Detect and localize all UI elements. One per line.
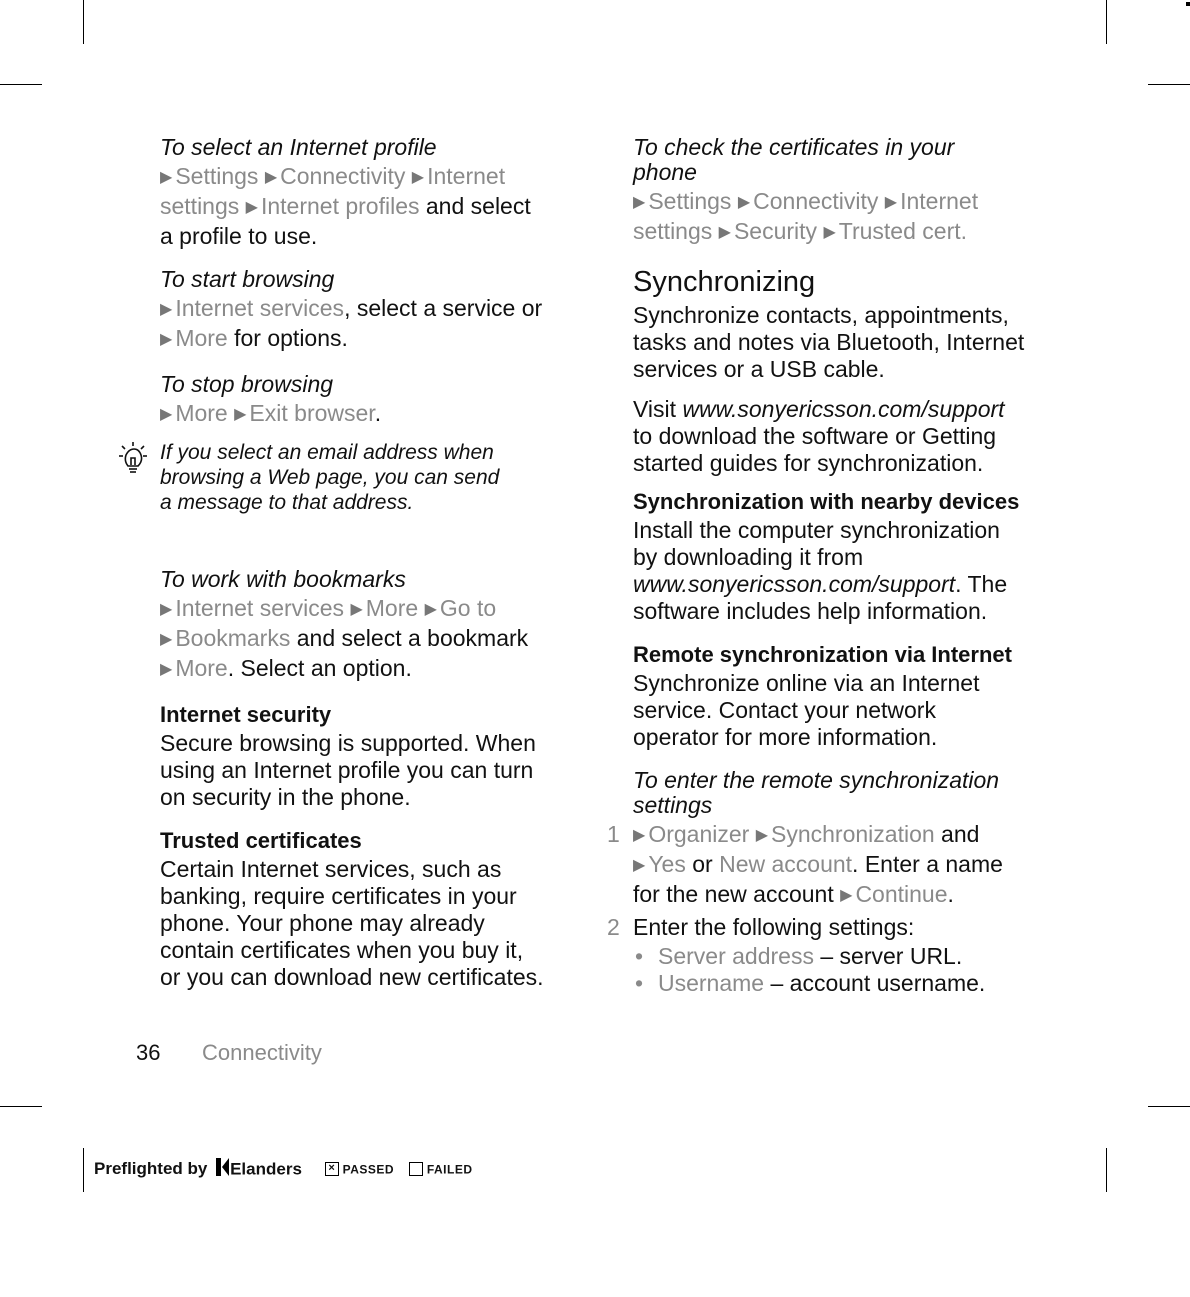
menu-settings: Settings <box>648 188 732 214</box>
body-line: tasks and notes via Bluetooth, Internet <box>633 329 1025 355</box>
right-column <box>607 134 1053 1014</box>
arrow-right-icon: ▶ <box>160 406 173 423</box>
menu-more: More <box>365 595 419 621</box>
body-text: – server URL. <box>813 943 963 969</box>
arrow-right-icon: ▶ <box>633 857 646 874</box>
body-line: software includes help information. <box>633 598 988 624</box>
menu-bookmarks: Bookmarks <box>175 625 291 651</box>
elanders-brand: Elanders <box>230 1159 302 1179</box>
menu-internet-services: Internet services <box>175 595 345 621</box>
setting-label: Server address <box>658 943 814 969</box>
nearby-section <box>633 489 1053 625</box>
section-name: Connectivity <box>202 1040 322 1065</box>
start-browsing-line1 <box>160 295 580 325</box>
arrow-right-icon: ▶ <box>245 199 258 216</box>
left-column <box>160 135 580 1008</box>
trusted-section <box>160 828 580 991</box>
bullet-username <box>633 970 1053 997</box>
body-line: Synchronize online via an Internet <box>633 670 980 696</box>
preflight-stamp <box>94 1158 473 1180</box>
body-line: contain certificates when you buy it, <box>160 937 524 963</box>
arrow-right-icon: ▶ <box>160 601 173 618</box>
tip-text <box>160 440 580 515</box>
failed-indicator <box>409 1159 473 1178</box>
body-line: using an Internet profile you can turn <box>160 757 534 783</box>
body-text: Visit <box>633 396 683 422</box>
crop-mark <box>0 1106 42 1107</box>
menu-more: More <box>175 400 228 426</box>
menu-organizer: Organizer <box>648 821 750 847</box>
crop-mark <box>1148 1106 1190 1107</box>
menu-more: More <box>175 655 228 681</box>
arrow-right-icon: ▶ <box>755 827 768 844</box>
body-line: started guides for synchronization. <box>633 450 984 476</box>
bookmarks-line1 <box>160 595 580 625</box>
body-line: banking, require certificates in your <box>160 883 517 909</box>
arrow-right-icon: ▶ <box>160 169 173 186</box>
body-text: for the new account <box>633 881 841 907</box>
body-line: service. Contact your network <box>633 697 936 723</box>
body-text: . Enter a name <box>852 851 1003 877</box>
body-line: Secure browsing is supported. When <box>160 730 536 756</box>
page-number: 36 <box>136 1040 161 1065</box>
support-url[interactable]: www.sonyericsson.com/support <box>682 396 1005 422</box>
body-text: – account username. <box>764 970 986 996</box>
menu-continue: Continue <box>855 881 948 907</box>
body-text: . The <box>955 571 1008 597</box>
bullet-dot: • <box>635 970 644 996</box>
sync-heading: Synchronizing <box>633 266 816 298</box>
remote-settings-heading: To enter the remote synchronization <box>633 767 1000 793</box>
arrow-right-icon: ▶ <box>160 301 173 318</box>
menu-internet: Internet <box>427 163 506 189</box>
crop-mark <box>1106 0 1107 44</box>
check-certs-line2 <box>633 218 1053 248</box>
arrow-right-icon: ▶ <box>633 194 646 211</box>
body-text: . <box>947 881 954 907</box>
menu-internet: Internet <box>900 188 979 214</box>
arrow-right-icon: ▶ <box>718 224 731 241</box>
bookmarks-line2 <box>160 625 580 655</box>
remote-settings-heading-2: settings <box>633 792 713 818</box>
arrow-right-icon: ▶ <box>823 224 836 241</box>
bullet-server-address <box>633 943 1053 970</box>
body-line: Synchronize contacts, appointments, <box>633 302 1009 328</box>
stop-browsing-line1 <box>160 400 580 430</box>
bookmarks-heading: To work with bookmarks <box>160 566 406 592</box>
menu-go-to: Go to <box>439 595 497 621</box>
arrow-right-icon: ▶ <box>737 194 751 211</box>
arrow-right-icon: ▶ <box>160 631 173 648</box>
body-text: for options. <box>227 325 348 351</box>
menu-settings-word: settings <box>633 218 713 244</box>
start-browsing-heading: To start browsing <box>160 266 335 292</box>
security-heading: Internet security <box>160 702 332 727</box>
body-line: services or a USB cable. <box>633 356 885 382</box>
body-text: and select <box>419 193 531 219</box>
nearby-url-line <box>633 571 1053 598</box>
menu-exit-browser: Exit browser <box>249 400 375 426</box>
arrow-right-icon: ▶ <box>160 661 173 678</box>
lightbulb-icon <box>118 440 148 478</box>
step-1-line2 <box>633 851 1053 881</box>
tip-line: browsing a Web page, you can send <box>160 466 500 489</box>
nearby-heading: Synchronization with nearby devices <box>633 489 1020 514</box>
arrow-right-icon: ▶ <box>234 406 247 423</box>
sync-section <box>633 265 1053 477</box>
arrow-right-icon: ▶ <box>411 169 425 186</box>
body-line: to download the software or Getting <box>633 423 997 449</box>
body-text: or <box>685 851 720 877</box>
step-number: 1 <box>607 821 620 847</box>
body-line: by downloading it from <box>633 544 864 570</box>
bookmarks-line3 <box>160 655 580 685</box>
body-text: , select a service or <box>344 295 543 321</box>
check-certs-line1 <box>633 188 1053 218</box>
step-2 <box>607 914 1053 997</box>
step-1 <box>607 821 1053 911</box>
menu-internet-profiles: Internet profiles <box>260 193 420 219</box>
trusted-heading: Trusted certificates <box>160 828 362 853</box>
menu-security: Security <box>733 218 818 244</box>
checkbox-empty-icon <box>409 1162 423 1176</box>
arrow-right-icon: ▶ <box>840 887 853 904</box>
arrow-right-icon: ▶ <box>424 601 437 618</box>
remote-heading: Remote synchronization via Internet <box>633 642 1012 667</box>
menu-connectivity: Connectivity <box>753 188 879 214</box>
corner-dot <box>1186 2 1190 6</box>
select-profile-section <box>160 135 580 250</box>
menu-new-account: New account <box>719 851 853 877</box>
passed-indicator <box>325 1159 394 1178</box>
body-line: on security in the phone. <box>160 784 411 810</box>
elanders-logo <box>216 1159 307 1178</box>
menu-synchronization: Synchronization <box>771 821 935 847</box>
bullet-dot: • <box>635 943 644 969</box>
remote-settings-section <box>607 767 1053 997</box>
security-section <box>160 702 580 811</box>
menu-settings: Settings <box>175 163 259 189</box>
select-profile-line2 <box>160 193 580 223</box>
body-text: and select a bookmark <box>290 625 529 651</box>
arrow-right-icon: ▶ <box>884 194 898 211</box>
step-number: 2 <box>607 914 620 940</box>
start-browsing-section <box>160 267 580 355</box>
body-text: and <box>934 821 980 847</box>
crop-mark <box>83 0 84 44</box>
check-certs-heading: To check the certificates in your <box>633 134 955 160</box>
setting-label: Username <box>658 970 765 996</box>
passed-label: PASSED <box>342 1162 395 1177</box>
arrow-right-icon: ▶ <box>160 331 173 348</box>
body-line: Install the computer synchronization <box>633 517 1000 543</box>
body-line: operator for more information. <box>633 724 938 750</box>
body-line: phone. Your phone may already <box>160 910 485 936</box>
menu-trusted-cert: Trusted cert. <box>838 218 968 244</box>
step-1-line3 <box>633 881 1053 911</box>
body-text: . <box>374 400 382 426</box>
failed-label: FAILED <box>426 1162 473 1177</box>
sync-visit-line <box>633 396 1053 423</box>
body-line: or you can download new certificates. <box>160 964 544 990</box>
tip-line: If you select an email address when <box>160 441 494 464</box>
body-line: Enter the following settings: <box>633 914 915 940</box>
select-profile-line3: a profile to use. <box>160 223 318 249</box>
preflight-label: Preflighted by <box>94 1158 208 1178</box>
menu-yes: Yes <box>648 851 686 877</box>
step-1-line1 <box>633 821 1053 851</box>
menu-settings-word: settings <box>160 193 240 219</box>
tip-line: a message to that address. <box>160 491 414 514</box>
arrow-right-icon: ▶ <box>350 601 363 618</box>
support-url[interactable]: www.sonyericsson.com/support <box>633 571 956 597</box>
stop-browsing-heading: To stop browsing <box>160 371 334 397</box>
check-certs-section <box>633 135 1053 248</box>
crop-mark <box>1148 84 1190 85</box>
arrow-right-icon: ▶ <box>633 827 646 844</box>
select-profile-line1 <box>160 163 580 193</box>
remote-section <box>633 642 1053 751</box>
check-certs-heading-2: phone <box>633 159 697 185</box>
body-line: Certain Internet services, such as <box>160 856 502 882</box>
menu-connectivity: Connectivity <box>280 163 406 189</box>
start-browsing-line2 <box>160 325 580 355</box>
crop-mark <box>0 84 42 85</box>
checkbox-checked-icon: × <box>325 1162 339 1176</box>
menu-internet-services: Internet services <box>175 295 345 321</box>
arrow-right-icon: ▶ <box>264 169 278 186</box>
body-text: . Select an option. <box>227 655 412 681</box>
elanders-logo-icon <box>216 1158 230 1176</box>
select-profile-heading: To select an Internet profile <box>160 134 437 160</box>
crop-mark <box>1106 1148 1107 1192</box>
menu-more: More <box>175 325 228 351</box>
stop-browsing-section <box>160 372 580 430</box>
crop-mark <box>83 1148 84 1192</box>
bookmarks-section <box>160 567 580 685</box>
